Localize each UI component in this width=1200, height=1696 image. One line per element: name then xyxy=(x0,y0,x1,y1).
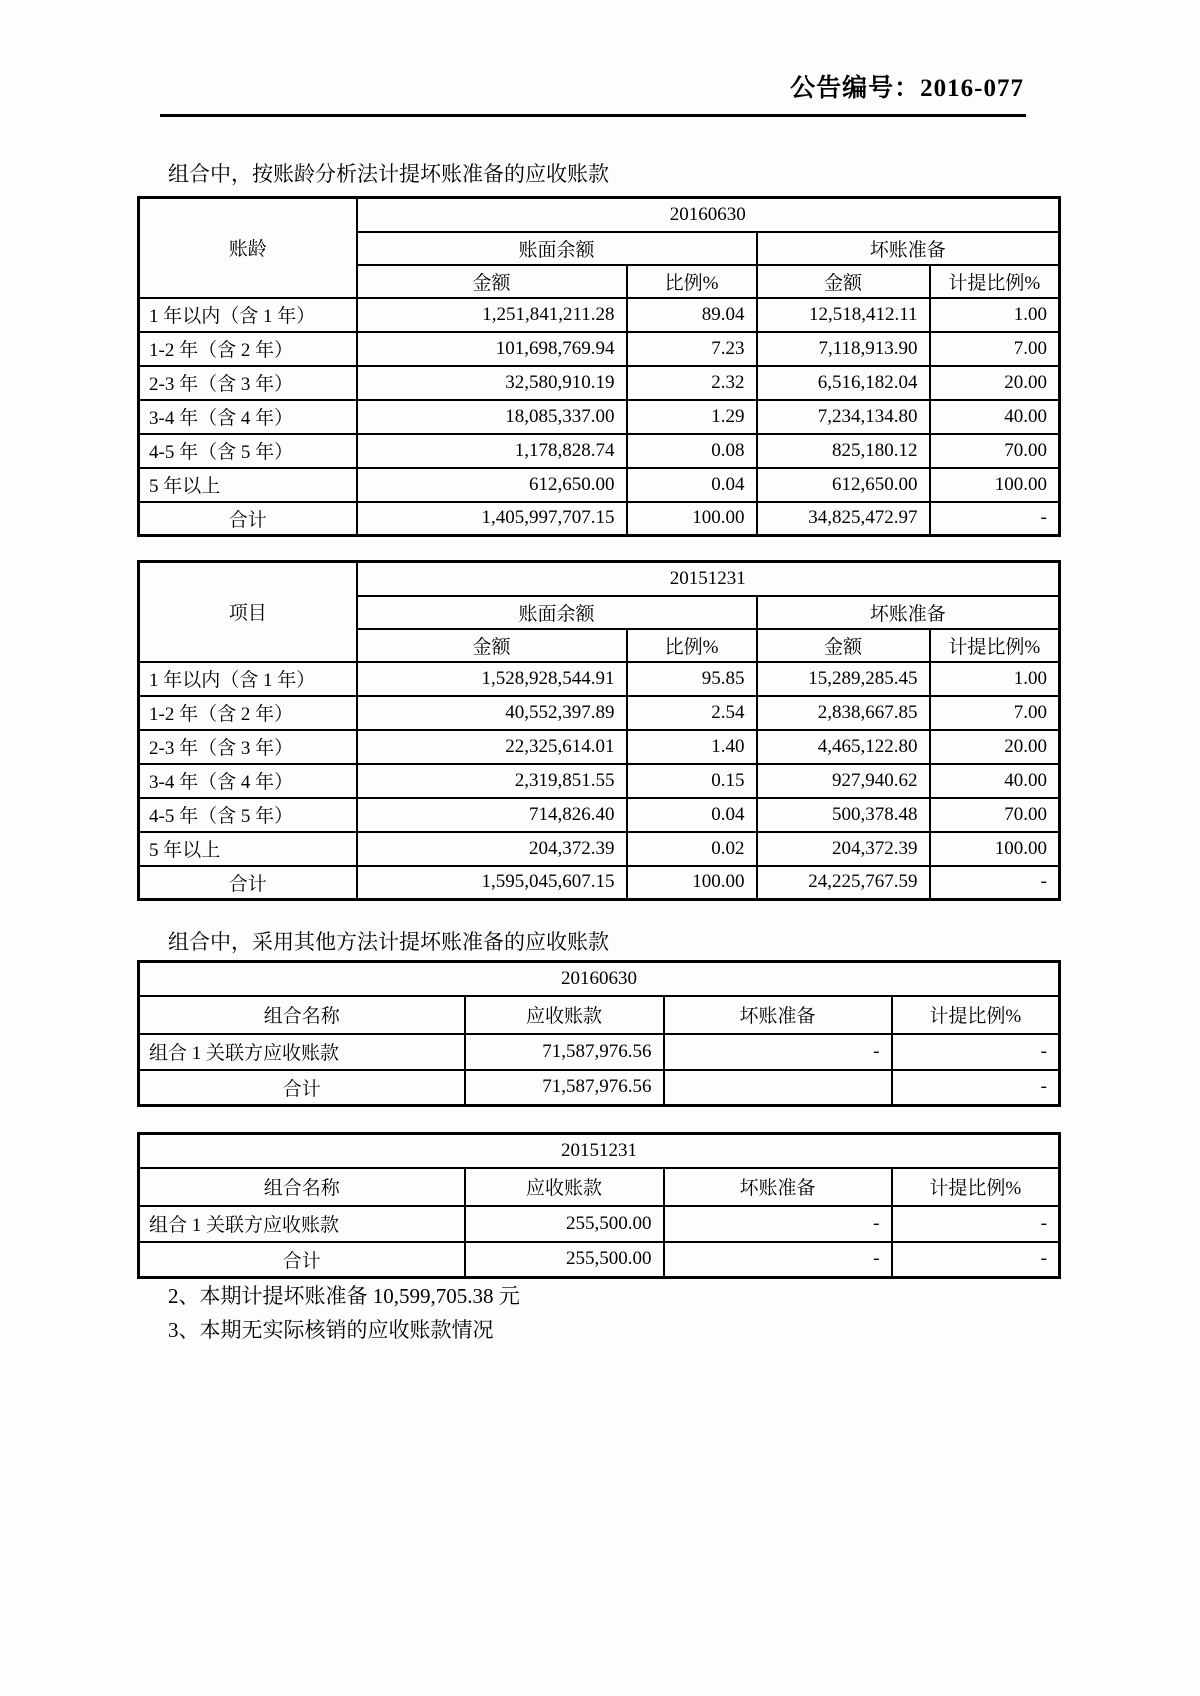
provision-cell: - xyxy=(664,1034,892,1070)
row-dimension-header: 项目 xyxy=(139,562,357,662)
provision-ratio-cell: 70.00 xyxy=(930,434,1060,468)
table-header-row xyxy=(139,198,1060,232)
ratio-cell: 89.04 xyxy=(627,298,757,332)
aging-section-title: 组合中，按账龄分析法计提坏账准备的应收账款 xyxy=(168,162,609,186)
table-row xyxy=(139,730,1060,764)
provision-cell xyxy=(664,1070,892,1106)
provision-cell: - xyxy=(664,1206,892,1242)
ratio-cell: 95.85 xyxy=(627,662,757,696)
ratio-cell: 0.15 xyxy=(627,764,757,798)
other-method-section-title: 组合中，采用其他方法计提坏账准备的应收账款 xyxy=(168,930,609,954)
provision-ratio-cell: 20.00 xyxy=(930,730,1060,764)
aging-label: 1 年以内（含 1 年） xyxy=(139,298,357,332)
aging-label: 2-3 年（含 3 年） xyxy=(139,730,357,764)
table-row xyxy=(139,696,1060,730)
col-header-group-name: 组合名称 xyxy=(139,996,465,1034)
aging-label: 4-5 年（含 5 年） xyxy=(139,434,357,468)
ratio-cell: 0.04 xyxy=(627,468,757,502)
provision-ratio-cell: 7.00 xyxy=(930,332,1060,366)
row-dimension-header: 账龄 xyxy=(139,198,357,298)
provision-cell: 34,825,472.97 xyxy=(757,502,930,536)
col-header-prov-amount: 金额 xyxy=(757,629,930,662)
ratio-cell: 0.04 xyxy=(627,798,757,832)
receivable-cell: 255,500.00 xyxy=(465,1206,664,1242)
col-header-prov-amount: 金额 xyxy=(757,265,930,298)
table-row xyxy=(139,400,1060,434)
provision-cell: 12,518,412.11 xyxy=(757,298,930,332)
provision-ratio-cell: 70.00 xyxy=(930,798,1060,832)
table-row xyxy=(139,434,1060,468)
ratio-cell: 1.29 xyxy=(627,400,757,434)
provision-cell: 7,234,134.80 xyxy=(757,400,930,434)
provision-cell: 500,378.48 xyxy=(757,798,930,832)
aging-label: 5 年以上 xyxy=(139,468,357,502)
table-row xyxy=(139,1034,1060,1070)
provision-ratio-cell: - xyxy=(930,866,1060,900)
balance-group-header: 账面余额 xyxy=(357,232,757,265)
ratio-cell: 100.00 xyxy=(627,502,757,536)
col-header-provision: 坏账准备 xyxy=(664,996,892,1034)
provision-ratio-cell: 7.00 xyxy=(930,696,1060,730)
ratio-cell: 2.32 xyxy=(627,366,757,400)
provision-ratio-cell: 100.00 xyxy=(930,468,1060,502)
table-header-row xyxy=(139,996,1060,1034)
ratio-cell: - xyxy=(892,1242,1060,1278)
aging-table-20151231 xyxy=(137,560,1061,901)
aging-label: 4-5 年（含 5 年） xyxy=(139,798,357,832)
table-row xyxy=(139,662,1060,696)
amount-cell: 1,528,928,544.91 xyxy=(357,662,627,696)
table-row xyxy=(139,832,1060,866)
provision-cell: 927,940.62 xyxy=(757,764,930,798)
other-method-table-20160630 xyxy=(137,960,1061,1107)
provision-cell: 24,225,767.59 xyxy=(757,866,930,900)
total-label: 合计 xyxy=(139,502,357,536)
balance-group-header: 账面余额 xyxy=(357,596,757,629)
amount-cell: 2,319,851.55 xyxy=(357,764,627,798)
table-row xyxy=(139,298,1060,332)
aging-label: 1-2 年（含 2 年） xyxy=(139,332,357,366)
receivable-cell: 71,587,976.56 xyxy=(465,1034,664,1070)
amount-cell: 18,085,337.00 xyxy=(357,400,627,434)
table-row xyxy=(139,798,1060,832)
total-row xyxy=(139,1070,1060,1106)
table-header-row xyxy=(139,562,1060,596)
table-header-row xyxy=(139,1134,1060,1168)
amount-cell: 1,405,997,707.15 xyxy=(357,502,627,536)
col-header-receivable: 应收账款 xyxy=(465,1168,664,1206)
col-header-receivable: 应收账款 xyxy=(465,996,664,1034)
table-row xyxy=(139,1206,1060,1242)
col-header-ratio: 计提比例% xyxy=(892,1168,1060,1206)
col-header-ratio: 比例% xyxy=(627,629,757,662)
total-label: 合计 xyxy=(139,1070,465,1106)
provision-cell: 612,650.00 xyxy=(757,468,930,502)
provision-ratio-cell: 1.00 xyxy=(930,662,1060,696)
ratio-cell: 0.08 xyxy=(627,434,757,468)
table-header-row xyxy=(139,1168,1060,1206)
ratio-cell: 1.40 xyxy=(627,730,757,764)
total-row xyxy=(139,1242,1060,1278)
total-row xyxy=(139,502,1060,536)
provision-cell: 204,372.39 xyxy=(757,832,930,866)
col-header-prov-ratio: 计提比例% xyxy=(930,629,1060,662)
period-header: 20160630 xyxy=(357,198,1060,232)
period-header: 20160630 xyxy=(139,962,1060,996)
amount-cell: 32,580,910.19 xyxy=(357,366,627,400)
provision-ratio-cell: 40.00 xyxy=(930,764,1060,798)
amount-cell: 612,650.00 xyxy=(357,468,627,502)
amount-cell: 204,372.39 xyxy=(357,832,627,866)
amount-cell: 1,595,045,607.15 xyxy=(357,866,627,900)
ratio-cell: 0.02 xyxy=(627,832,757,866)
table-row xyxy=(139,332,1060,366)
receivable-cell: 71,587,976.56 xyxy=(465,1070,664,1106)
col-header-group-name: 组合名称 xyxy=(139,1168,465,1206)
col-header-amount: 金额 xyxy=(357,629,627,662)
provision-group-header: 坏账准备 xyxy=(757,596,1060,629)
aging-label: 1 年以内（含 1 年） xyxy=(139,662,357,696)
total-label: 合计 xyxy=(139,866,357,900)
ratio-cell: - xyxy=(892,1070,1060,1106)
aging-label: 3-4 年（含 4 年） xyxy=(139,764,357,798)
total-label: 合计 xyxy=(139,1242,465,1278)
provision-cell: 825,180.12 xyxy=(757,434,930,468)
aging-label: 2-3 年（含 3 年） xyxy=(139,366,357,400)
col-header-provision: 坏账准备 xyxy=(664,1168,892,1206)
provision-ratio-cell: 20.00 xyxy=(930,366,1060,400)
provision-cell: 4,465,122.80 xyxy=(757,730,930,764)
ratio-cell: 2.54 xyxy=(627,696,757,730)
aging-label: 3-4 年（含 4 年） xyxy=(139,400,357,434)
provision-ratio-cell: - xyxy=(930,502,1060,536)
announcement-number: 公告编号：2016-077 xyxy=(160,68,1026,117)
ratio-cell: - xyxy=(892,1034,1060,1070)
provision-group-header: 坏账准备 xyxy=(757,232,1060,265)
aging-label: 1-2 年（含 2 年） xyxy=(139,696,357,730)
col-header-prov-ratio: 计提比例% xyxy=(930,265,1060,298)
ratio-cell: - xyxy=(892,1206,1060,1242)
period-header: 20151231 xyxy=(357,562,1060,596)
aging-label: 5 年以上 xyxy=(139,832,357,866)
note-no-writeoff: 3、本期无实际核销的应收账款情况 xyxy=(168,1318,494,1342)
other-method-table-20151231 xyxy=(137,1132,1061,1279)
ratio-cell: 7.23 xyxy=(627,332,757,366)
provision-cell: 7,118,913.90 xyxy=(757,332,930,366)
table-header-row xyxy=(139,962,1060,996)
col-header-amount: 金额 xyxy=(357,265,627,298)
provision-ratio-cell: 40.00 xyxy=(930,400,1060,434)
amount-cell: 101,698,769.94 xyxy=(357,332,627,366)
amount-cell: 1,178,828.74 xyxy=(357,434,627,468)
provision-cell: - xyxy=(664,1242,892,1278)
amount-cell: 714,826.40 xyxy=(357,798,627,832)
period-header: 20151231 xyxy=(139,1134,1060,1168)
amount-cell: 40,552,397.89 xyxy=(357,696,627,730)
provision-ratio-cell: 1.00 xyxy=(930,298,1060,332)
group-name-cell: 组合 1 关联方应收账款 xyxy=(139,1206,465,1242)
amount-cell: 1,251,841,211.28 xyxy=(357,298,627,332)
receivable-cell: 255,500.00 xyxy=(465,1242,664,1278)
col-header-ratio: 比例% xyxy=(627,265,757,298)
amount-cell: 22,325,614.01 xyxy=(357,730,627,764)
total-row xyxy=(139,866,1060,900)
group-name-cell: 组合 1 关联方应收账款 xyxy=(139,1034,465,1070)
provision-cell: 2,838,667.85 xyxy=(757,696,930,730)
table-row xyxy=(139,764,1060,798)
table-row xyxy=(139,366,1060,400)
ratio-cell: 100.00 xyxy=(627,866,757,900)
provision-ratio-cell: 100.00 xyxy=(930,832,1060,866)
provision-cell: 6,516,182.04 xyxy=(757,366,930,400)
aging-table-20160630 xyxy=(137,196,1061,537)
col-header-ratio: 计提比例% xyxy=(892,996,1060,1034)
table-row xyxy=(139,468,1060,502)
provision-cell: 15,289,285.45 xyxy=(757,662,930,696)
note-current-provision: 2、本期计提坏账准备 10,599,705.38 元 xyxy=(168,1284,520,1308)
